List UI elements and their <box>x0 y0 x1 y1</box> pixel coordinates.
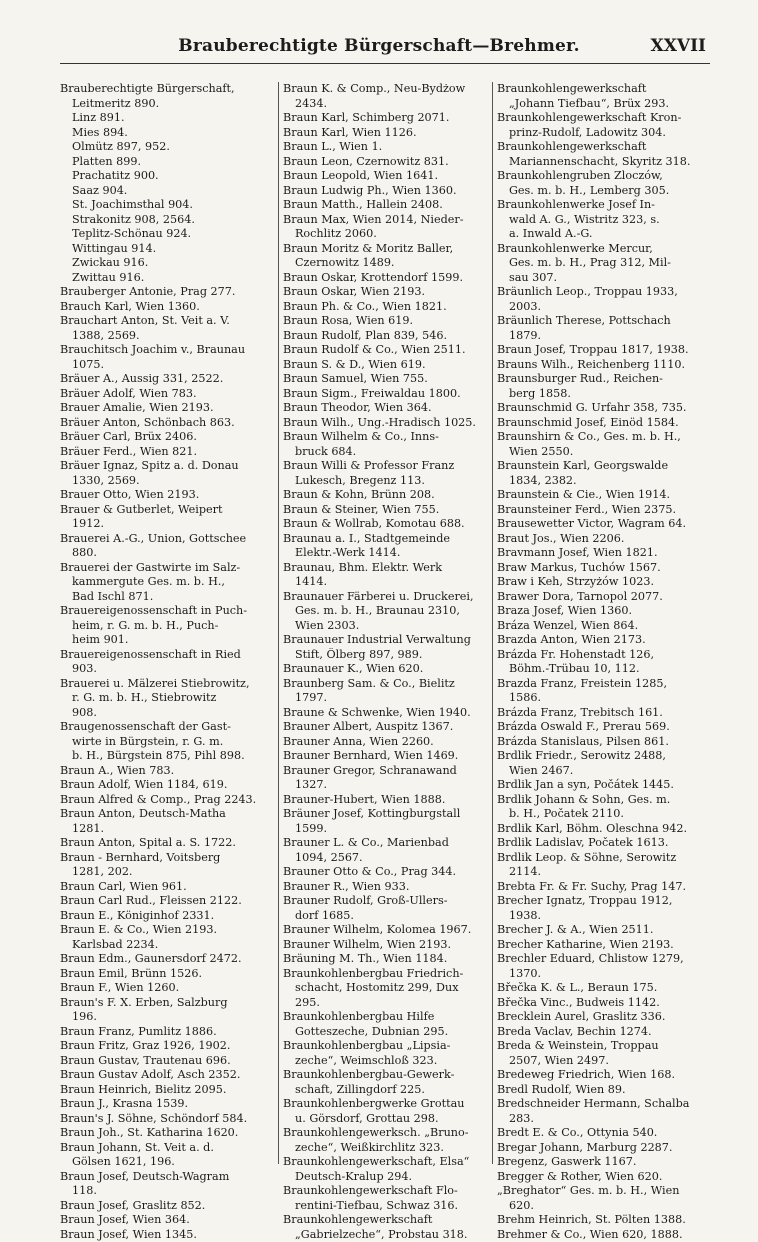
entry-line: Olmütz 897, 952. <box>60 140 272 155</box>
entry-line: 1281. <box>60 822 272 837</box>
entry-line: Czernowitz 1489. <box>283 256 488 271</box>
entry-line: 295. <box>283 996 488 1011</box>
entry-line: b. H., Bürgstein 875, Pihl 898. <box>60 749 272 764</box>
entry-line: Braun's J. Söhne, Schöndorf 584. <box>60 1112 272 1127</box>
entry-line: Brauereigenossenschaft in Ried <box>60 648 272 663</box>
entry-line: Brauner L. & Co., Marienbad <box>283 836 488 851</box>
entry-line: Lukesch, Bregenz 113. <box>283 474 488 489</box>
entry-line: Braun Moritz & Moritz Baller, <box>283 242 488 257</box>
header-rule <box>60 63 710 64</box>
entry-line: Bräuer Ignaz, Spitz a. d. Donau <box>60 459 272 474</box>
entry-line: Brdlik Friedr., Serowitz 2488, <box>497 749 709 764</box>
entry-line: Braun Wilhelm & Co., Inns- <box>283 430 488 445</box>
entry-line: Braun K. & Comp., Neu-Bydżow <box>283 82 488 97</box>
entry-line: Deutsch-Kralup 294. <box>283 1170 488 1185</box>
entry-line: Braun Karl, Wien 1126. <box>283 126 488 141</box>
entry-line: 1281, 202. <box>60 865 272 880</box>
entry-line: Strakonitz 908, 2564. <box>60 213 272 228</box>
entry-line: Brecher Ignatz, Troppau 1912, <box>497 894 709 909</box>
entry-line: Braunstein & Cie., Wien 1914. <box>497 488 709 503</box>
entry-line: 1075. <box>60 358 272 373</box>
entry-line: Braun Matth., Hallein 2408. <box>283 198 488 213</box>
column-divider <box>492 82 493 1164</box>
entry-line: Braunau, Bhm. Elektr. Werk <box>283 561 488 576</box>
entry-line: Braunkohlenbergbau „Lipsia- <box>283 1039 488 1054</box>
entry-line: Brauner Gregor, Schranawand <box>283 764 488 779</box>
entry-line: prinz-Rudolf, Ladowitz 304. <box>497 126 709 141</box>
entry-line: Zwickau 916. <box>60 256 272 271</box>
entry-column-1 <box>60 82 272 1242</box>
entry-line: 2114. <box>497 865 709 880</box>
entry-line: Wien 2550. <box>497 445 709 460</box>
entry-line: Braunkohlengewerksch. „Bruno- <box>283 1126 488 1141</box>
entry-line: Brauer Amalie, Wien 2193. <box>60 401 272 416</box>
entry-line: Karlsbad 2234. <box>60 938 272 953</box>
entry-line: wald A. G., Wistritz 323, s. <box>497 213 709 228</box>
entry-line: Braunstein Karl, Georgswalde <box>497 459 709 474</box>
entry-line: Braunkohlenwerke Mercur, <box>497 242 709 257</box>
entry-line: Braune & Schwenke, Wien 1940. <box>283 706 488 721</box>
entry-line: Braunkohlengewerkschaft <box>497 82 709 97</box>
entry-line: Wien 2467. <box>497 764 709 779</box>
entry-line: Brazda Franz, Freistein 1285, <box>497 677 709 692</box>
entry-line: Braun's F. X. Erben, Salzburg <box>60 996 272 1011</box>
entry-line: Braun Adolf, Wien 1184, 619. <box>60 778 272 793</box>
entry-line: „Johann Tiefbau“, Brüx 293. <box>497 97 709 112</box>
entry-line: a. Inwald A.-G. <box>497 227 709 242</box>
entry-line: Braun Emil, Brünn 1526. <box>60 967 272 982</box>
entry-line: Braun Josef, Wien 364. <box>60 1213 272 1228</box>
entry-line: Mariannenschacht, Skyritz 318. <box>497 155 709 170</box>
entry-line: Braun F., Wien 1260. <box>60 981 272 996</box>
entry-column-3 <box>497 82 709 1242</box>
entry-line: r. G. m. b. H., Stiebrowitz <box>60 691 272 706</box>
entry-line: Brdlik Ladislav, Počatek 1613. <box>497 836 709 851</box>
entry-line: 2003. <box>497 300 709 315</box>
entry-line: Bregger & Rother, Wien 620. <box>497 1170 709 1185</box>
entry-line: Braun Gustav, Trautenau 696. <box>60 1054 272 1069</box>
entry-line: Braun A., Wien 783. <box>60 764 272 779</box>
entry-line: „Breghator“ Ges. m. b. H., Wien <box>497 1184 709 1199</box>
entry-line: Leitmeritz 890. <box>60 97 272 112</box>
entry-line: 283. <box>497 1112 709 1127</box>
entry-line: Braunkohlenbergbau-Gewerk- <box>283 1068 488 1083</box>
entry-line: schacht, Hostomitz 299, Dux <box>283 981 488 996</box>
entry-line: Břečka Vinc., Budweis 1142. <box>497 996 709 1011</box>
entry-line: Braun Leon, Czernowitz 831. <box>283 155 488 170</box>
entry-line: Braun S. & D., Wien 619. <box>283 358 488 373</box>
entry-line: 1094, 2567. <box>283 851 488 866</box>
entry-line: 903. <box>60 662 272 677</box>
entry-line: Brauner-Hubert, Wien 1888. <box>283 793 488 808</box>
entry-line: Braunau a. I., Stadtgemeinde <box>283 532 488 547</box>
entry-line: Braun Josef, Troppau 1817, 1938. <box>497 343 709 358</box>
entry-line: Braun Fritz, Graz 1926, 1902. <box>60 1039 272 1054</box>
entry-line: Braun Rosa, Wien 619. <box>283 314 488 329</box>
entry-line: Braunschmid G. Urfahr 358, 735. <box>497 401 709 416</box>
entry-line: u. Görsdorf, Grottau 298. <box>283 1112 488 1127</box>
entry-line: Braun Heinrich, Bielitz 2095. <box>60 1083 272 1098</box>
entry-line: Braunkohlengewerkschaft <box>283 1213 488 1228</box>
column-divider <box>278 82 279 1164</box>
entry-line: 118. <box>60 1184 272 1199</box>
entry-line: Bredt E. & Co., Ottynia 540. <box>497 1126 709 1141</box>
entry-line: Braun Rudolf, Plan 839, 546. <box>283 329 488 344</box>
entry-line: 196. <box>60 1010 272 1025</box>
entry-line: 1327. <box>283 778 488 793</box>
entry-line: Brazda Anton, Wien 2173. <box>497 633 709 648</box>
entry-line: Brauch Karl, Wien 1360. <box>60 300 272 315</box>
entry-line: Braun Alfred & Comp., Prag 2243. <box>60 793 272 808</box>
entry-line: Braun & Wollrab, Komotau 688. <box>283 517 488 532</box>
entry-line: Braun - Bernhard, Voitsberg <box>60 851 272 866</box>
entry-line: Braun Rudolf & Co., Wien 2511. <box>283 343 488 358</box>
entry-line: rentini-Tiefbau, Schwaz 316. <box>283 1199 488 1214</box>
entry-line: Stift, Ölberg 897, 989. <box>283 648 488 663</box>
entry-line: Bredschneider Hermann, Schalba <box>497 1097 709 1112</box>
entry-line: Braun Joh., St. Katharina 1620. <box>60 1126 272 1141</box>
entry-line: Braun Anton, Spital a. S. 1722. <box>60 836 272 851</box>
entry-line: Linz 891. <box>60 111 272 126</box>
entry-line: Braun Josef, Deutsch-Wagram <box>60 1170 272 1185</box>
entry-line: Ges. m. b. H., Braunau 2310, <box>283 604 488 619</box>
entry-line: Braun Oskar, Wien 2193. <box>283 285 488 300</box>
entry-line: zeche“, Weißkirchlitz 323. <box>283 1141 488 1156</box>
entry-line: Mies 894. <box>60 126 272 141</box>
entry-line: Braun Carl Rud., Fleissen 2122. <box>60 894 272 909</box>
entry-line: kammergute Ges. m. b. H., <box>60 575 272 590</box>
entry-line: 880. <box>60 546 272 561</box>
entry-line: Brehmer & Co., Wien 620, 1888. <box>497 1228 709 1242</box>
entry-line: Teplitz-Schönau 924. <box>60 227 272 242</box>
entry-line: Braunkohlengewerkschaft Kron- <box>497 111 709 126</box>
entry-line: 2507, Wien 2497. <box>497 1054 709 1069</box>
entry-line: Braunauer Färberei u. Druckerei, <box>283 590 488 605</box>
entry-line: wirte in Bürgstein, r. G. m. <box>60 735 272 750</box>
entry-line: Brauchart Anton, St. Veit a. V. <box>60 314 272 329</box>
entry-line: 1414. <box>283 575 488 590</box>
entry-line: 2434. <box>283 97 488 112</box>
entry-line: Braun Franz, Pumlitz 1886. <box>60 1025 272 1040</box>
entry-line: Braun Ph. & Co., Wien 1821. <box>283 300 488 315</box>
entry-line: Bravmann Josef, Wien 1821. <box>497 546 709 561</box>
entry-line: Ges. m. b. H., Lemberg 305. <box>497 184 709 199</box>
entry-line: 1370. <box>497 967 709 982</box>
entry-line: Brauer Otto, Wien 2193. <box>60 488 272 503</box>
entry-line: Braunkohlenbergbau Friedrich- <box>283 967 488 982</box>
page-title: Brauberechtigte Bürgerschaft—Brehmer. <box>0 36 758 56</box>
entry-line: Brdlik Leop. & Söhne, Serowitz <box>497 851 709 866</box>
entry-line: Bräunlich Therese, Pottschach <box>497 314 709 329</box>
entry-line: Platten 899. <box>60 155 272 170</box>
page-number: XXVII <box>651 36 706 56</box>
entry-line: St. Joachimsthal 904. <box>60 198 272 213</box>
entry-line: 1586. <box>497 691 709 706</box>
entry-line: Braugenossenschaft der Gast- <box>60 720 272 735</box>
entry-line: Bráza Wenzel, Wien 864. <box>497 619 709 634</box>
entry-line: Elektr.-Werk 1414. <box>283 546 488 561</box>
entry-line: Braun Samuel, Wien 755. <box>283 372 488 387</box>
entry-line: Bräuer A., Aussig 331, 2522. <box>60 372 272 387</box>
entry-line: Braunsburger Rud., Reichen- <box>497 372 709 387</box>
entry-line: bruck 684. <box>283 445 488 460</box>
entry-line: Braunkohlenbergbau Hilfe <box>283 1010 488 1025</box>
entry-line: Braun Gustav Adolf, Asch 2352. <box>60 1068 272 1083</box>
entry-line: Bräuning M. Th., Wien 1184. <box>283 952 488 967</box>
entry-line: berg 1858. <box>497 387 709 402</box>
entry-line: Brázda Franz, Trebitsch 161. <box>497 706 709 721</box>
entry-line: Brauner Wilhelm, Wien 2193. <box>283 938 488 953</box>
entry-line: 1879. <box>497 329 709 344</box>
entry-line: Braun Josef, Wien 1345. <box>60 1228 272 1242</box>
entry-line: Brauner Wilhelm, Kolomea 1967. <box>283 923 488 938</box>
entry-line: Prachatitz 900. <box>60 169 272 184</box>
entry-line: Bregar Johann, Marburg 2287. <box>497 1141 709 1156</box>
entry-line: Braun Ludwig Ph., Wien 1360. <box>283 184 488 199</box>
entry-line: Brecher Katharine, Wien 2193. <box>497 938 709 953</box>
entry-line: Braunkohlengruben Zloczów, <box>497 169 709 184</box>
entry-line: Braun E., Königinhof 2331. <box>60 909 272 924</box>
entry-line: Brausewetter Victor, Wagram 64. <box>497 517 709 532</box>
entry-line: Braunschmid Josef, Einöd 1584. <box>497 416 709 431</box>
entry-line: Brauner Anna, Wien 2260. <box>283 735 488 750</box>
entry-line: Braunkohlengewerkschaft, Elsa“ <box>283 1155 488 1170</box>
entry-line: Braun Willi & Professor Franz <box>283 459 488 474</box>
entry-line: Braun Carl, Wien 961. <box>60 880 272 895</box>
entry-line: Braun Josef, Graslitz 852. <box>60 1199 272 1214</box>
entry-line: Braun Theodor, Wien 364. <box>283 401 488 416</box>
entry-line: Braunkohlengewerkschaft <box>497 140 709 155</box>
entry-line: Brázda Oswald F., Prerau 569. <box>497 720 709 735</box>
entry-line: 620. <box>497 1199 709 1214</box>
entry-line: Wittingau 914. <box>60 242 272 257</box>
entry-line: Braun Edm., Gaunersdorf 2472. <box>60 952 272 967</box>
entry-line: „Gabrielzeche“, Probstau 318. <box>283 1228 488 1242</box>
entry-line: Bredeweg Friedrich, Wien 168. <box>497 1068 709 1083</box>
entry-line: Braunkohlenwerke Josef In- <box>497 198 709 213</box>
entry-line: Braun J., Krasna 1539. <box>60 1097 272 1112</box>
entry-column-2 <box>283 82 488 1242</box>
entry-line: Brdlik Johann & Sohn, Ges. m. <box>497 793 709 808</box>
entry-line: Brawer Dora, Tarnopol 2077. <box>497 590 709 605</box>
entry-line: Bräuer Adolf, Wien 783. <box>60 387 272 402</box>
entry-line: dorf 1685. <box>283 909 488 924</box>
entry-line: Gotteszeche, Dubnian 295. <box>283 1025 488 1040</box>
entry-line: Braun Oskar, Krottendorf 1599. <box>283 271 488 286</box>
entry-line: Brauner Albert, Auspitz 1367. <box>283 720 488 735</box>
entry-line: 1797. <box>283 691 488 706</box>
entry-line: 1834, 2382. <box>497 474 709 489</box>
entry-line: Bredl Rudolf, Wien 89. <box>497 1083 709 1098</box>
entry-line: 1330, 2569. <box>60 474 272 489</box>
entry-line: Brauberger Antonie, Prag 277. <box>60 285 272 300</box>
entry-line: Bräuner Josef, Kottingburgstall <box>283 807 488 822</box>
entry-line: Brauerei der Gastwirte im Salz- <box>60 561 272 576</box>
entry-line: Braw Markus, Tuchów 1567. <box>497 561 709 576</box>
entry-line: Brauereigenossenschaft in Puch- <box>60 604 272 619</box>
entry-line: schaft, Zillingdorf 225. <box>283 1083 488 1098</box>
entry-line: Brauner Bernhard, Wien 1469. <box>283 749 488 764</box>
entry-line: Braunberg Sam. & Co., Bielitz <box>283 677 488 692</box>
entry-line: Brechler Eduard, Chlistow 1279, <box>497 952 709 967</box>
entry-line: Brauner Rudolf, Groß-Ullers- <box>283 894 488 909</box>
entry-line: Braunkohlenbergwerke Grottau <box>283 1097 488 1112</box>
entry-line: Břečka K. & L., Beraun 175. <box>497 981 709 996</box>
entry-line: Braunsteiner Ferd., Wien 2375. <box>497 503 709 518</box>
entry-line: Böhm.-Trübau 10, 112. <box>497 662 709 677</box>
entry-line: 1912. <box>60 517 272 532</box>
entry-line: Brauner R., Wien 933. <box>283 880 488 895</box>
entry-line: Zwittau 916. <box>60 271 272 286</box>
entry-line: Brecher J. & A., Wien 2511. <box>497 923 709 938</box>
entry-line: Saaz 904. <box>60 184 272 199</box>
entry-line: zeche“, Weimschloß 323. <box>283 1054 488 1069</box>
entry-line: Bräuer Anton, Schönbach 863. <box>60 416 272 431</box>
entry-line: heim 901. <box>60 633 272 648</box>
entry-line: Brauner Otto & Co., Prag 344. <box>283 865 488 880</box>
entry-line: Brauberechtigte Bürgerschaft, <box>60 82 272 97</box>
entry-line: Braut Jos., Wien 2206. <box>497 532 709 547</box>
entry-line: b. H., Počatek 2110. <box>497 807 709 822</box>
entry-line: Braunkohlengewerkschaft Flo- <box>283 1184 488 1199</box>
entry-line: Braun & Steiner, Wien 755. <box>283 503 488 518</box>
entry-line: Braun Johann, St. Veit a. d. <box>60 1141 272 1156</box>
entry-line: Brauer & Gutberlet, Weipert <box>60 503 272 518</box>
entry-line: Brauchitsch Joachim v., Braunau <box>60 343 272 358</box>
entry-line: Braw i Keh, Strzyżów 1023. <box>497 575 709 590</box>
page-header <box>0 30 758 60</box>
entry-line: Breda Vaclav, Bechin 1274. <box>497 1025 709 1040</box>
entry-line: Wien 2303. <box>283 619 488 634</box>
entry-line: Brauns Wilh., Reichenberg 1110. <box>497 358 709 373</box>
entry-line: Brauerei u. Mälzerei Stiebrowitz, <box>60 677 272 692</box>
entry-line: Braun & Kohn, Brünn 208. <box>283 488 488 503</box>
entry-line: Bad Ischl 871. <box>60 590 272 605</box>
entry-line: Brecklein Aurel, Graslitz 336. <box>497 1010 709 1025</box>
entry-line: heim, r. G. m. b. H., Puch- <box>60 619 272 634</box>
entry-line: Brehm Heinrich, St. Pölten 1388. <box>497 1213 709 1228</box>
entry-line: Braun Wilh., Ung.-Hradisch 1025. <box>283 416 488 431</box>
entry-line: Bregenz, Gaswerk 1167. <box>497 1155 709 1170</box>
entry-line: Braun Karl, Schimberg 2071. <box>283 111 488 126</box>
entry-line: Braun Sigm., Freiwaldau 1800. <box>283 387 488 402</box>
entry-line: 1388, 2569. <box>60 329 272 344</box>
entry-line: Gölsen 1621, 196. <box>60 1155 272 1170</box>
entry-line: Bräunlich Leop., Troppau 1933, <box>497 285 709 300</box>
entry-line: sau 307. <box>497 271 709 286</box>
entry-line: Braun Max, Wien 2014, Nieder- <box>283 213 488 228</box>
entry-line: Braunauer K., Wien 620. <box>283 662 488 677</box>
entry-line: Brdlik Karl, Böhm. Oleschna 942. <box>497 822 709 837</box>
entry-line: Brázda Stanislaus, Pilsen 861. <box>497 735 709 750</box>
entry-line: Bräuer Carl, Brüx 2406. <box>60 430 272 445</box>
entry-line: 1599. <box>283 822 488 837</box>
entry-line: Braun L., Wien 1. <box>283 140 488 155</box>
entry-line: Bräuer Ferd., Wien 821. <box>60 445 272 460</box>
entry-line: Brdlik Jan a syn, Počátek 1445. <box>497 778 709 793</box>
entry-line: Ges. m. b. H., Prag 312, Mil- <box>497 256 709 271</box>
entry-line: Rochlitz 2060. <box>283 227 488 242</box>
entry-line: Brebta Fr. & Fr. Suchy, Prag 147. <box>497 880 709 895</box>
entry-line: Braza Josef, Wien 1360. <box>497 604 709 619</box>
entry-line: Brázda Fr. Hohenstadt 126, <box>497 648 709 663</box>
entry-line: Braunauer Industrial Verwaltung <box>283 633 488 648</box>
entry-line: 1938. <box>497 909 709 924</box>
entry-line: Braun Anton, Deutsch-Matha <box>60 807 272 822</box>
entry-line: 908. <box>60 706 272 721</box>
entry-line: Braun Leopold, Wien 1641. <box>283 169 488 184</box>
entry-line: Brauerei A.-G., Union, Gottschee <box>60 532 272 547</box>
entry-line: Braunshirn & Co., Ges. m. b. H., <box>497 430 709 445</box>
entry-line: Breda & Weinstein, Troppau <box>497 1039 709 1054</box>
entry-line: Braun E. & Co., Wien 2193. <box>60 923 272 938</box>
